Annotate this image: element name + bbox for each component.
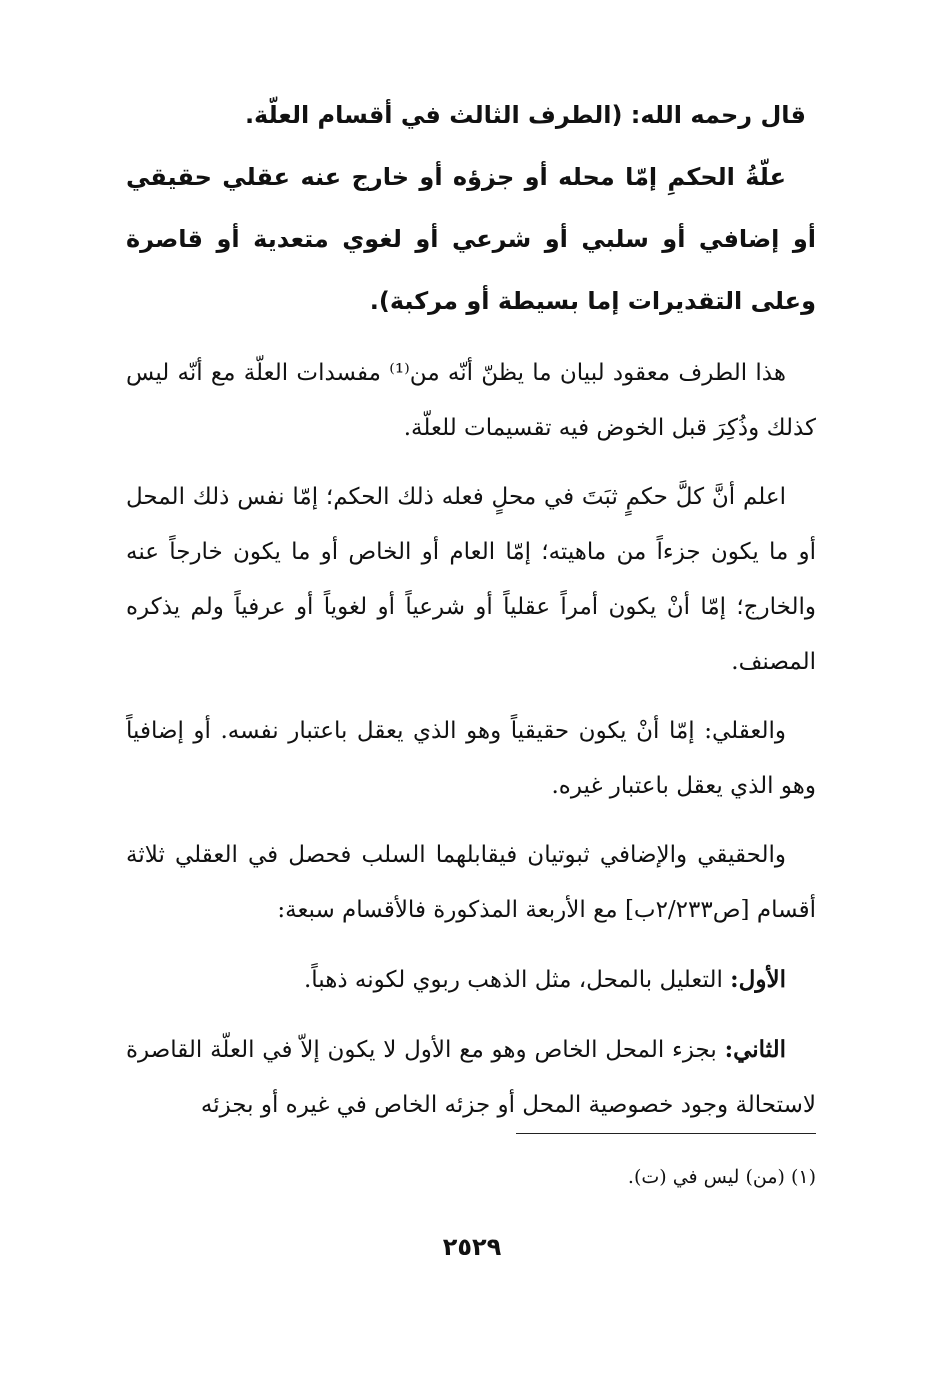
paragraph-5-lead: الأول: — [730, 966, 786, 993]
matn-text: علّةُ الحكمِ إمّا محله أو جزؤه أو خارج عنه عقلي حقيقي أو إضافي أو سلبي أو شرعي أو لغوي متعدية أو قاصرة وعلى التقديرات إما بسيطة أو مركبة). — [126, 163, 816, 315]
paragraph-2: اعلم أنَّ كلَّ حكمٍ ثبَتَ في محلٍ فعله ذلك الحكم؛ إمّا نفس ذلك المحل أو ما يكون جزءاً من ماهيته؛ إمّا العام أو الخاص أو ما يكون خارجاً عنه والخارج؛ إمّا أنْ يكون أمراً عقلياً أو شرعياً أو لغوياً أو عرفياً ولم يذكره المصنف. — [126, 484, 816, 675]
paragraph-6 — [126, 1022, 816, 1133]
paragraph-5-text: التعليل بالمحل، مثل الذهب ربوي لكونه ذهباً. — [303, 967, 731, 993]
paragraph-3: والعقلي: إمّا أنْ يكون حقيقياً وهو الذي يعقل باعتبار نفسه. أو إضافياً وهو الذي يعقل باعتبار غيره. — [126, 718, 816, 799]
paragraph-5 — [126, 952, 816, 1008]
page-number: ٢٥٢٩ — [442, 1233, 502, 1261]
page-body — [126, 98, 816, 1147]
paragraph-6-lead: الثاني: — [724, 1036, 786, 1063]
footnote: (١) (من) ليس في (ت). — [627, 1166, 816, 1188]
paragraph-4: والحقيقي والإضافي ثبوتيان فيقابلهما السلب فحصل في العقلي ثلاثة أقسام [ص٢/٢٣٣ب] مع الأربعة المذكورة فالأقسام سبعة: — [126, 842, 816, 923]
section-heading: قال رحمه الله: (الطرف الثالث في أقسام العلّة. — [244, 101, 806, 129]
paragraph-1: هذا الطرف معقود لبيان ما يظنّ أنّه من⁽¹⁾ مفسدات العلّة مع أنّه ليس كذلك وذُكِرَ قبل الخوض فيه تقسيمات للعلّة. — [126, 360, 816, 441]
paragraph-6-text: بجزء المحل الخاص وهو مع الأول لا يكون إلاّ في العلّة القاصرة لاستحالة وجود خصوصية المحل أو جزئه الخاص في غيره أو بجزئه — [126, 1037, 816, 1118]
footnote-separator — [516, 1133, 816, 1134]
